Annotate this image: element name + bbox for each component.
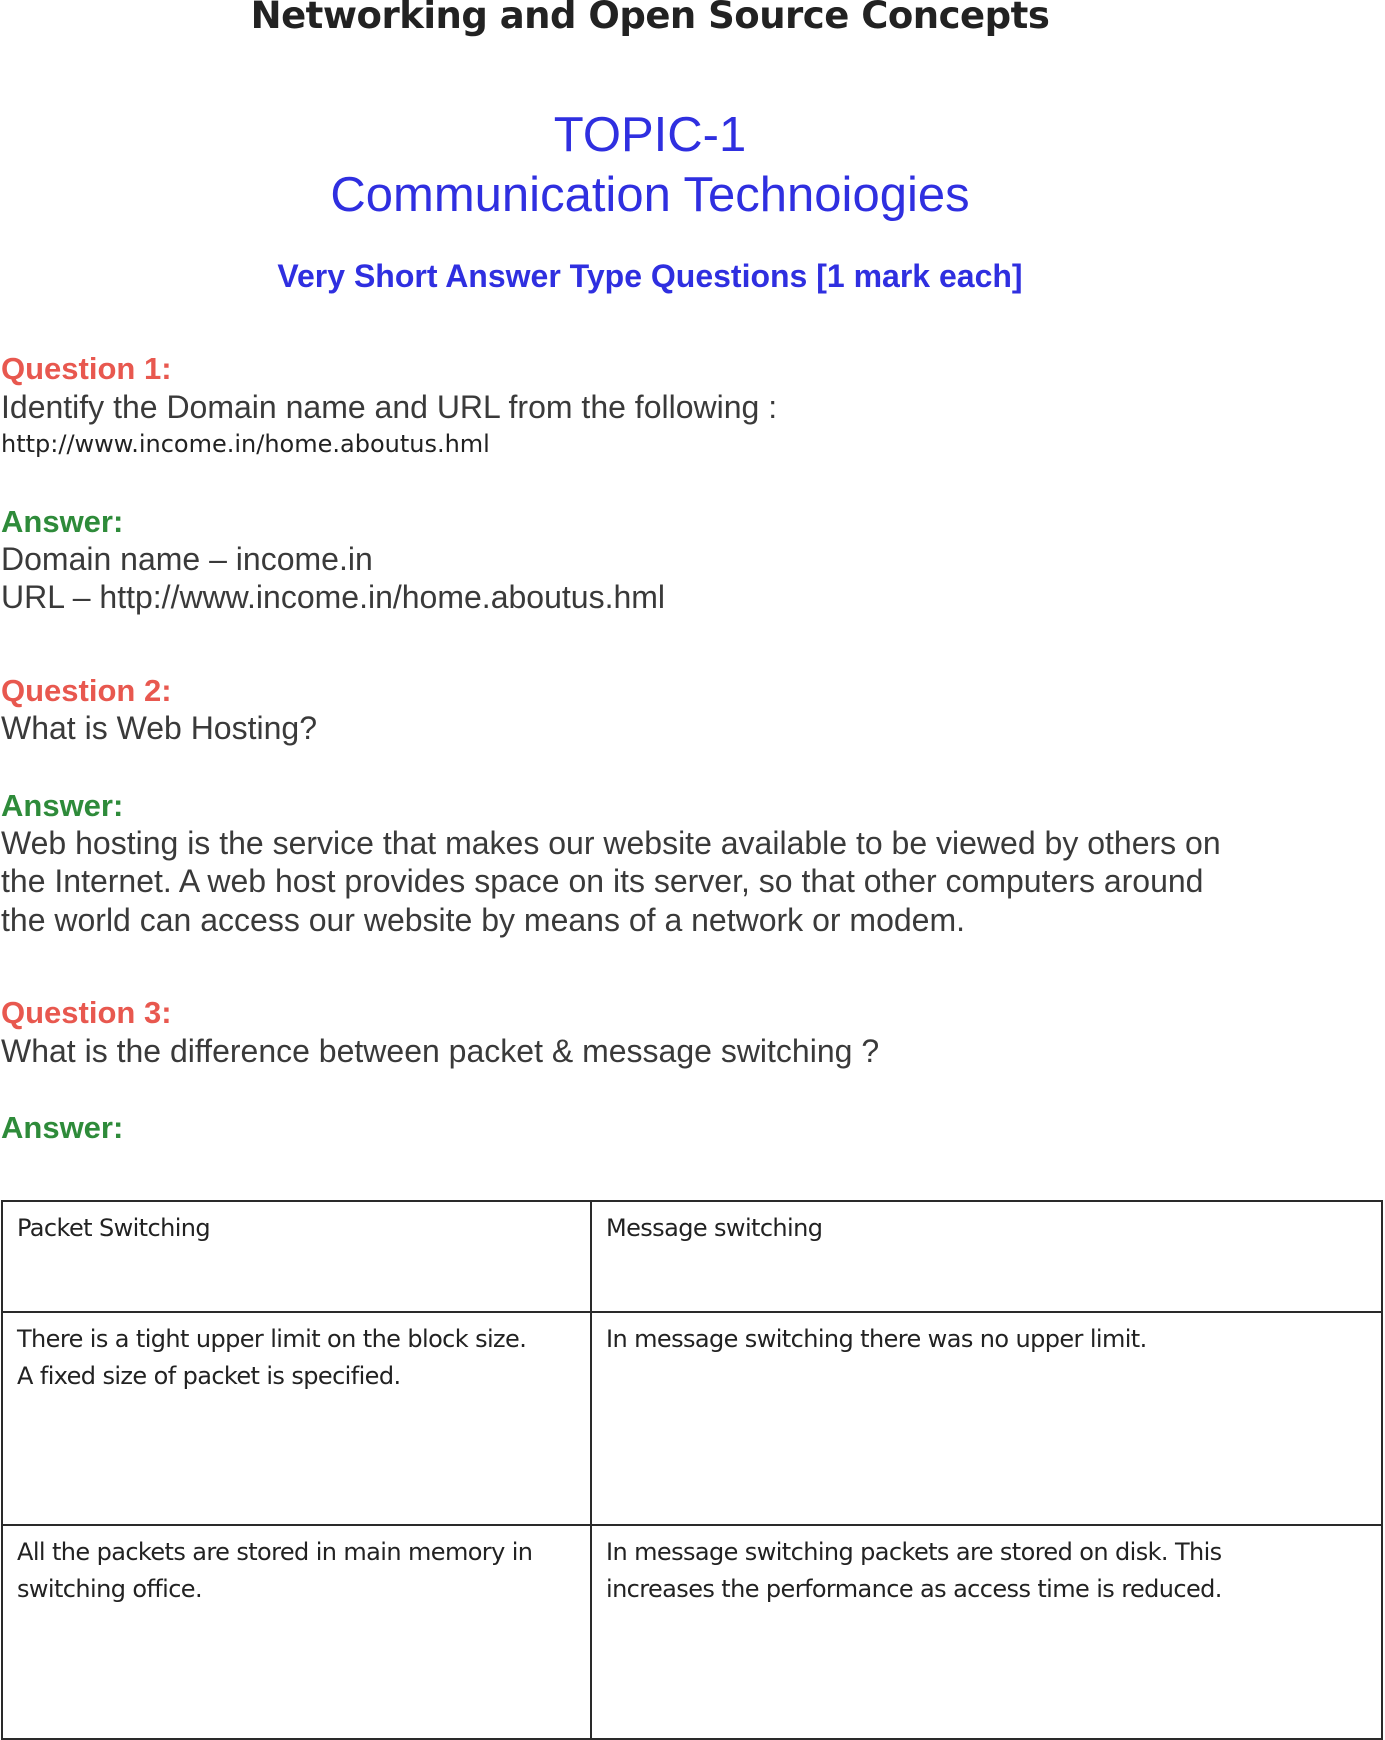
table-header-cell: Message switching [591,1201,1382,1312]
answer-1-label: Answer: [1,504,124,539]
table-cell: In message switching packets are stored on disk. This increases the performance as access time is reduced. [591,1525,1382,1739]
answer-2-line: the Internet. A web host provides space on its server, so that other computers around [1,863,1204,899]
document-title: Networking and Open Source Concepts [250,0,1050,37]
topic-name: Communication Technoiogies [330,168,970,222]
question-1-text: Identify the Domain name and URL from the following : [1,389,778,425]
table-row [2,1525,1382,1739]
table-header-cell: Packet Switching [2,1201,591,1312]
table-row [2,1312,1382,1525]
question-3-label: Question 3: [1,995,172,1030]
question-2-label: Question 2: [1,673,172,708]
section-heading: Very Short Answer Type Questions [1 mark each] [277,258,1023,294]
topic-number: TOPIC-1 [553,108,747,162]
answer-1-line: URL – http://www.income.in/home.aboutus.hml [1,579,666,615]
answer-1-line: Domain name – income.in [1,541,373,577]
table-cell: All the packets are stored in main memory in switching office. [2,1525,591,1739]
table-header-row [2,1201,1382,1312]
table-cell: There is a tight upper limit on the block size. A fixed size of packet is specified. [2,1312,591,1525]
question-1-label: Question 1: [1,351,172,386]
answer-2-label: Answer: [1,788,124,823]
comparison-table [1,1200,1383,1740]
question-3-text: What is the difference between packet & message switching ? [1,1033,880,1069]
table-cell: In message switching there was no upper limit. [591,1312,1382,1525]
answer-2-line: Web hosting is the service that makes our website available to be viewed by others on [1,825,1221,861]
question-1-url: http://www.income.in/home.aboutus.hml [1,430,490,458]
answer-2-line: the world can access our website by means of a network or modem. [1,902,965,938]
question-2-text: What is Web Hosting? [1,710,317,746]
answer-3-label: Answer: [1,1110,124,1145]
